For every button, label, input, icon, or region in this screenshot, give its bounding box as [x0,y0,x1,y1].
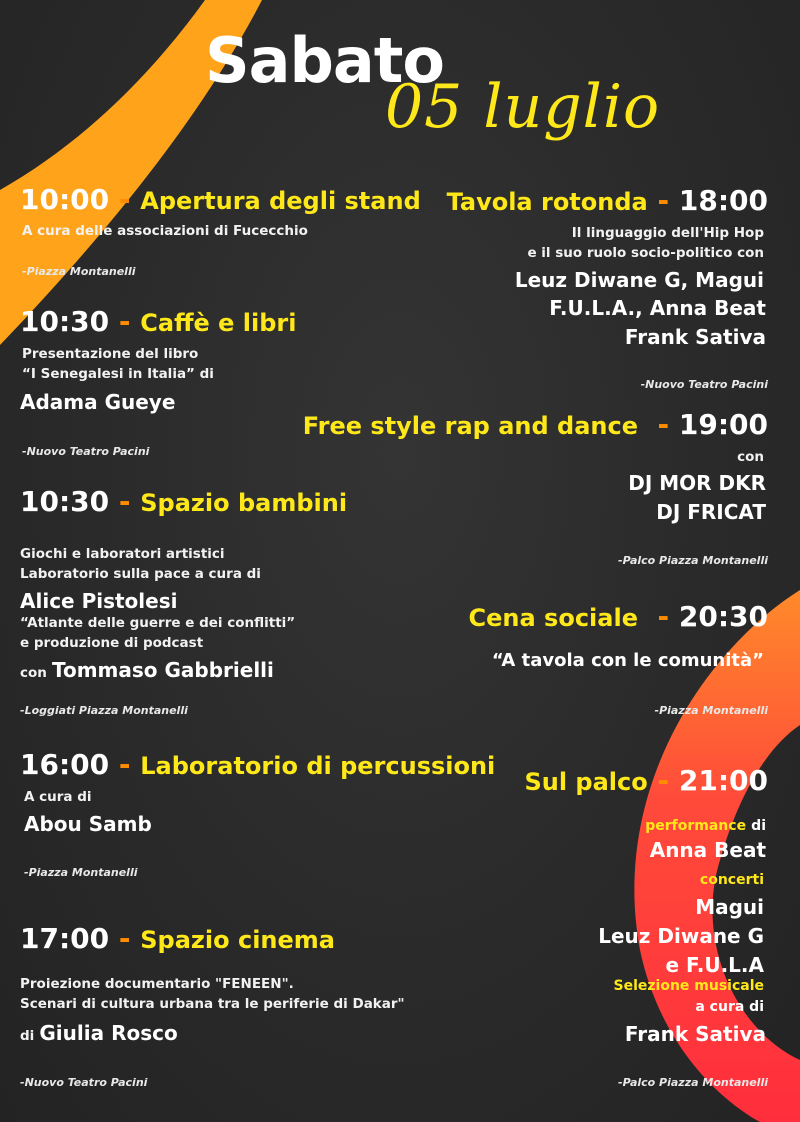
event-person: Adama Gueye [20,390,176,414]
event-time: 18:00 [678,184,768,217]
event-person: Alice Pistolesi [20,589,178,613]
header-day: Sabato [205,24,444,97]
event-person: Tommaso Gabbrielli [51,658,274,682]
performance-line [645,815,766,834]
con-label: con [20,665,47,681]
event-percussioni-header [20,748,495,781]
event-title: Spazio bambini [140,489,348,517]
event-location: -Nuovo Teatro Pacini [640,378,768,391]
event-description: Giochi e laboratori artistici [20,546,225,562]
event-title: Laboratorio di percussioni [140,752,496,780]
event-location: -Nuovo Teatro Pacini [20,1076,148,1089]
event-location: -Palco Piazza Montanelli [618,1076,768,1089]
event-person: Giulia Rosco [39,1021,178,1045]
event-title: Apertura degli stand [140,187,421,215]
event-time: 10:30 [20,485,110,518]
event-person: F.U.L.A., Anna Beat [549,296,766,320]
event-person: Magui [695,895,764,919]
event-description: e il suo ruolo socio-politico con [527,245,764,261]
event-bambini-header [20,485,347,518]
event-person-line [20,1019,178,1047]
event-location: -Palco Piazza Montanelli [618,554,768,567]
event-location: -Piazza Montanelli [654,704,768,717]
event-description: Scenari di cultura urbana tra le periferie di Dakar" [20,996,405,1012]
event-title: Caffè e libri [140,309,297,337]
event-tavola-header [447,184,768,217]
event-person: e F.U.L.A [665,953,764,977]
event-person: Abou Samb [24,812,152,836]
event-description: “Atlante delle guerre e dei conflitti” [20,615,296,631]
event-time: 16:00 [20,748,110,781]
performance-label: performance [645,818,747,834]
event-description: Il linguaggio dell'Hip Hop [571,225,764,241]
event-time: 19:00 [678,408,768,441]
event-location: -Loggiati Piazza Montanelli [20,704,188,717]
event-location: -Nuovo Teatro Pacini [22,445,150,458]
separator: - [109,922,141,955]
event-time: 21:00 [678,764,768,797]
event-description: e produzione di podcast [20,635,204,651]
event-person-line [20,656,274,684]
separator: - [109,305,141,338]
event-freestyle-header [303,408,768,441]
event-cena-header [469,600,768,633]
di-label: di [751,818,766,834]
concerti-label: concerti [699,872,764,888]
separator: - [637,408,679,441]
separator: - [647,764,679,797]
di-label: di [20,1028,35,1044]
event-person: DJ MOR DKR [628,471,766,495]
event-description: Proiezione documentario "FENEEN". [20,976,294,992]
event-apertura-header [20,183,421,216]
event-person: Frank Sativa [624,1022,766,1046]
event-caffe-header [20,305,296,338]
event-person: Leuz Diwane G [598,924,764,948]
event-person: Frank Sativa [624,325,766,349]
event-person: DJ FRICAT [656,500,766,524]
event-description: Laboratorio sulla pace a cura di [20,566,261,582]
event-time: 10:30 [20,305,110,338]
separator: - [637,600,679,633]
event-title: Cena sociale [468,604,638,632]
event-title: Tavola rotonda [446,188,648,216]
event-time: 10:00 [20,183,110,216]
event-time: 17:00 [20,922,110,955]
separator: - [109,748,141,781]
event-time: 20:30 [678,600,768,633]
event-person: Leuz Diwane G, Magui [514,268,764,292]
selezione-label: Selezione musicale [613,978,764,994]
event-title: Sul palco [524,768,648,796]
event-location: -Piazza Montanelli [22,265,136,278]
header-date: 05 luglio [385,72,661,142]
event-cinema-header [20,922,335,955]
event-location: -Piazza Montanelli [24,866,138,879]
separator: - [109,183,141,216]
event-description: Presentazione del libro [22,346,199,362]
event-description: “I Senegalesi in Italia” di [22,366,214,382]
a-cura-di-label: a cura di [695,999,764,1015]
separator: - [647,184,679,217]
event-title: Free style rap and dance [302,412,638,440]
separator: - [109,485,141,518]
event-palco-header [524,764,768,797]
event-description: A cura delle associazioni di Fucecchio [22,223,308,239]
event-quote: “A tavola con le comunità” [491,650,764,671]
event-title: Spazio cinema [140,926,335,954]
event-person: Anna Beat [649,838,766,862]
event-description: A cura di [24,789,92,805]
con-label: con [737,449,764,465]
